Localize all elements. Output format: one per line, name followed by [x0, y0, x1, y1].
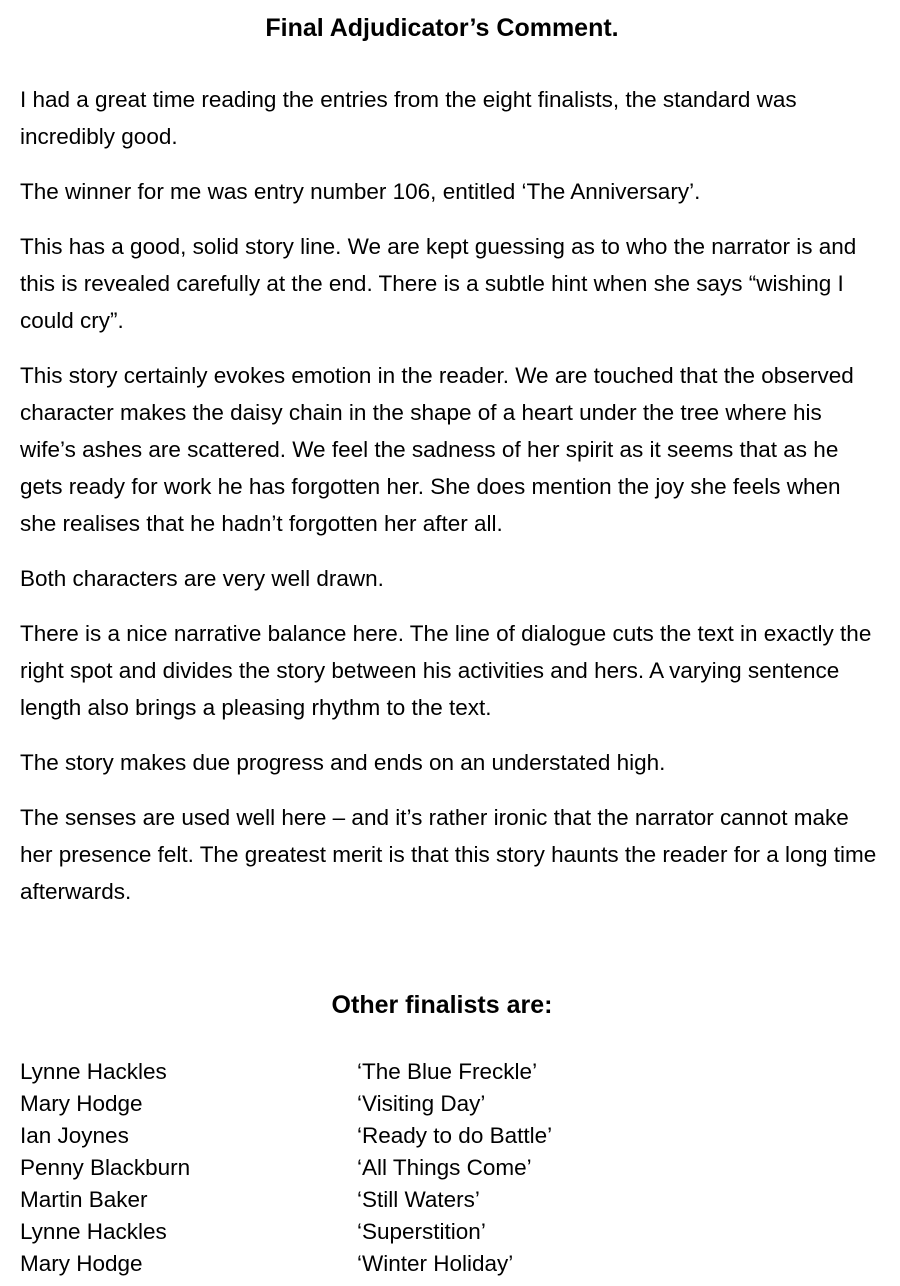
finalists-list — [20, 1056, 880, 1280]
comment-paragraph-4: This story certainly evokes emotion in the reader. We are touched that the observed character makes the daisy chain in the shape of a heart under the tree where his wife’s ashes are scattered. We feel the sadness of her spirit as it seems that as he gets ready for work he has forgotten her. She does mention the joy she feels when she realises that he hadn’t forgotten her after all. — [20, 363, 854, 536]
finalist-row — [20, 1216, 880, 1248]
finalist-name: Martin Baker — [20, 1187, 148, 1212]
finalist-story-title: ‘All Things Come’ — [357, 1155, 532, 1180]
finalist-name: Mary Hodge — [20, 1251, 143, 1276]
finalist-story-title: ‘The Blue Freckle’ — [357, 1059, 538, 1084]
finalist-name: Lynne Hackles — [20, 1059, 167, 1084]
finalist-story-title: ‘Ready to do Battle’ — [357, 1123, 553, 1148]
comment-paragraph-2: The winner for me was entry number 106, entitled ‘The Anniversary’. — [20, 179, 701, 204]
finalist-story-title: ‘Still Waters’ — [357, 1187, 480, 1212]
finalist-story-title: ‘Superstition’ — [357, 1219, 486, 1244]
comment-paragraph-8: The senses are used well here – and it’s rather ironic that the narrator cannot make her presence felt. The greatest merit is that this story haunts the reader for a long time afterwards. — [20, 805, 877, 904]
finalist-row — [20, 1184, 880, 1216]
finalist-row — [20, 1088, 880, 1120]
finalist-name: Penny Blackburn — [20, 1155, 191, 1180]
finalist-name: Ian Joynes — [20, 1123, 129, 1148]
comment-paragraph-3: This has a good, solid story line. We are kept guessing as to who the narrator is and this is revealed carefully at the end. There is a subtle hint when she says “wishing I could cry”. — [20, 234, 857, 333]
finalist-row — [20, 1152, 880, 1184]
finalist-name: Lynne Hackles — [20, 1219, 167, 1244]
finalists-heading: Other finalists are: — [331, 991, 553, 1019]
adjudicator-comment-body — [20, 81, 880, 928]
finalist-name: Mary Hodge — [20, 1091, 143, 1116]
finalist-row — [20, 1248, 880, 1280]
comment-paragraph-7: The story makes due progress and ends on an understated high. — [20, 750, 666, 775]
finalist-row — [20, 1056, 880, 1088]
comment-paragraph-1: I had a great time reading the entries from the eight finalists, the standard was incredibly good. — [20, 87, 797, 149]
page-title: Final Adjudicator’s Comment. — [265, 14, 619, 42]
finalist-row — [20, 1120, 880, 1152]
finalist-story-title: ‘Visiting Day’ — [357, 1091, 486, 1116]
comment-paragraph-5: Both characters are very well drawn. — [20, 566, 384, 591]
comment-paragraph-6: There is a nice narrative balance here. The line of dialogue cuts the text in exactly the right spot and divides the story between his activities and hers. A varying sentence length also brings a pleasing rhythm to the text. — [20, 621, 872, 720]
finalist-story-title: ‘Winter Holiday’ — [357, 1251, 514, 1276]
